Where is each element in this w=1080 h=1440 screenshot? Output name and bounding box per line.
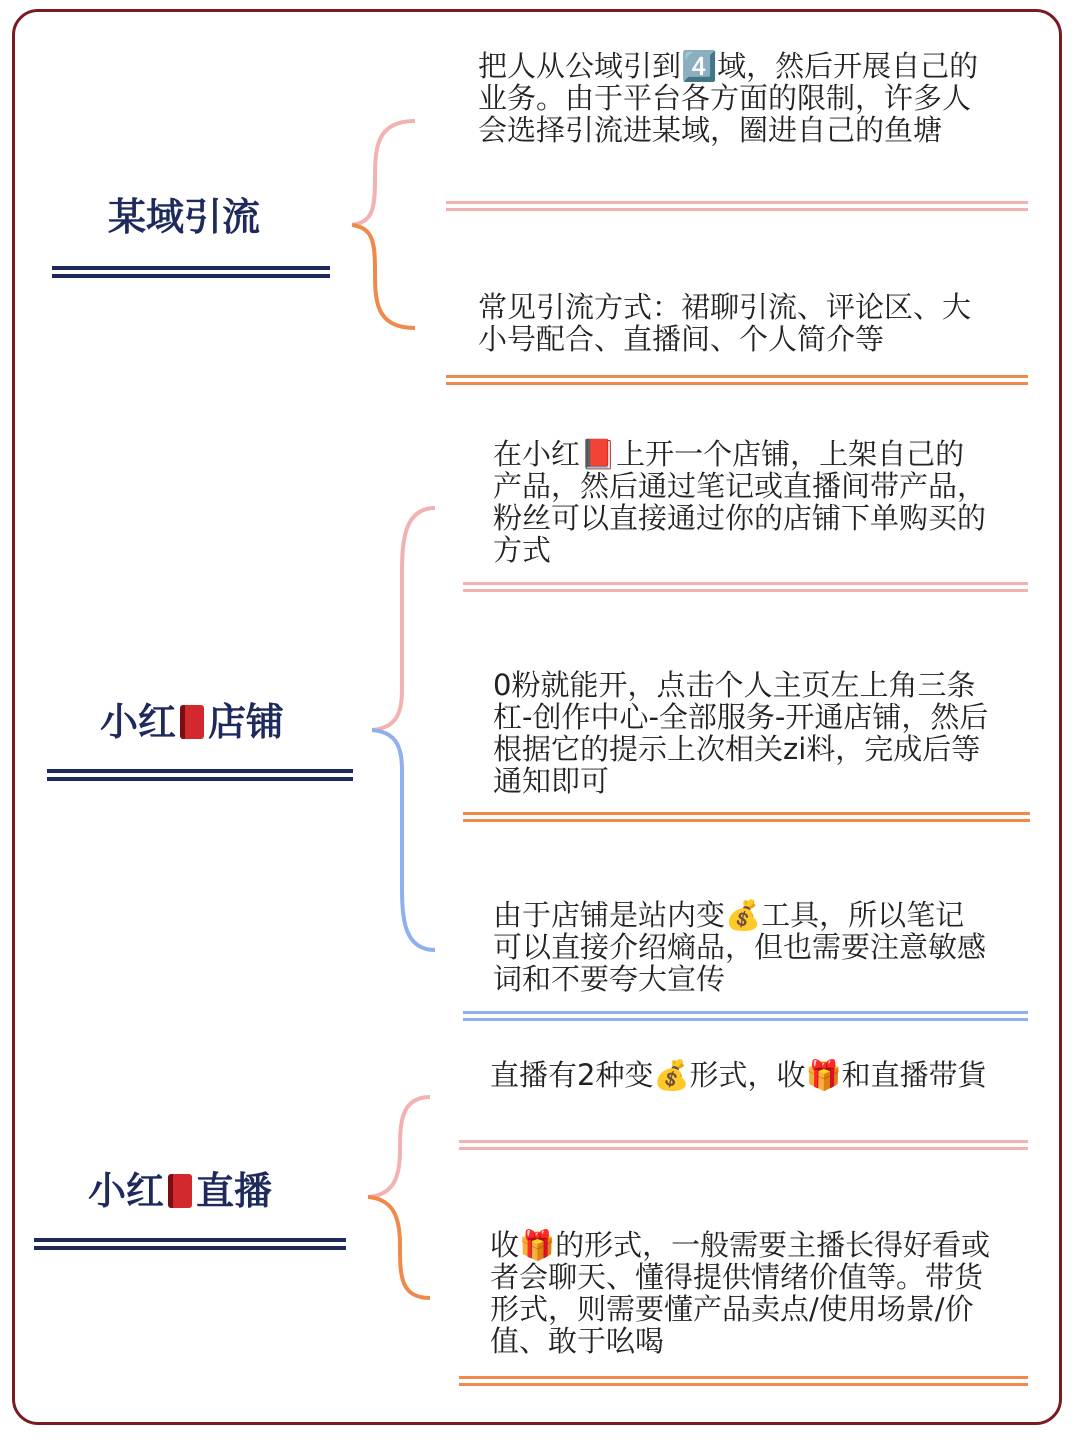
topic-1-label: 某域引流: [108, 195, 261, 239]
topic-1-item-1: 把人从公域引到4️⃣域，然后开展自己的业务。由于平台各方面的限制，许多人会选择引流进某域，圈进自己的鱼塘: [478, 49, 979, 147]
brace-1-upper: [352, 121, 415, 225]
topic-2-label: [100, 700, 285, 744]
red-book-icon: [168, 1174, 192, 1208]
topic-2-item-1: 在小红📕上开一个店铺，上架自己的产品，然后通过笔记或直播间带产品，粉丝可以直接通过你的店铺下单购买的方式: [493, 437, 987, 567]
brace-3-lower: [368, 1197, 430, 1298]
brace-3-upper: [368, 1097, 430, 1197]
brace-2-upper: [372, 508, 435, 730]
red-book-icon: [180, 705, 204, 739]
topic-3-label-pre: 小红: [88, 1169, 165, 1213]
topic-2-item-2-divider: [463, 812, 1030, 822]
topic-3-label: [88, 1169, 273, 1213]
topic-3-label-post: 直播: [196, 1169, 273, 1213]
topic-1-item-1-divider: [446, 201, 1028, 211]
topic-2-label-post: 店铺: [208, 700, 285, 744]
topic-3-underline: [34, 1238, 346, 1250]
topic-1-underline: [52, 266, 330, 278]
brace-2-lower: [372, 730, 435, 950]
topic-3-item-2: 收🎁的形式，一般需要主播长得好看或者会聊天、懂得提供情绪价值等。带货形式，则需要懂产品卖点/使用场景/价值、敢于吆喝: [490, 1228, 991, 1358]
brace-1-lower: [352, 225, 415, 328]
topic-3-item-2-divider: [459, 1376, 1028, 1386]
topic-2-underline: [47, 769, 353, 781]
topic-1-item-2-divider: [446, 375, 1028, 385]
topic-2-label-pre: 小红: [100, 700, 177, 744]
topic-2-item-1-divider: [463, 582, 1028, 592]
topic-3-item-1: 直播有2种变💰形式，收🎁和直播带貨: [490, 1058, 987, 1092]
topic-2-item-3: 由于店铺是站内变💰工具，所以笔记可以直接介绍熵品，但也需要注意敏感词和不要夸大宣传: [493, 898, 987, 996]
topic-2-item-2: 0粉就能开，点击个人主页左上角三条杠-创作中心-全部服务-开通店铺，然后根据它的提示上次相关zi料，完成后等通知即可: [493, 668, 989, 798]
topic-3-item-1-divider: [459, 1140, 1028, 1150]
topic-1-item-2: 常见引流方式：裙聊引流、评论区、大小号配合、直播间、个人简介等: [478, 290, 972, 356]
topic-2-item-3-divider: [463, 1011, 1028, 1021]
